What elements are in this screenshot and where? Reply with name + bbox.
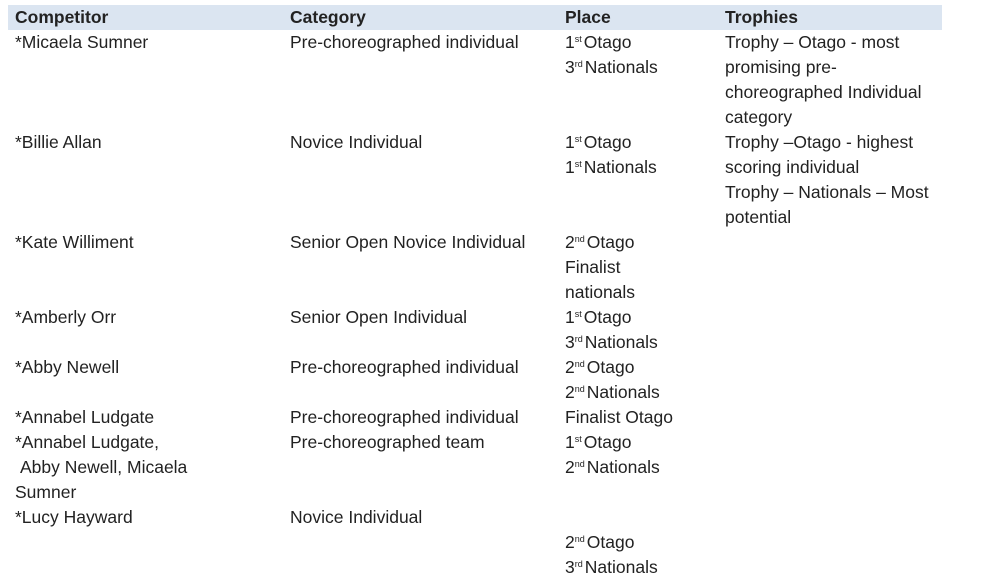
trophies-cell <box>718 505 942 580</box>
place-event: nationals <box>565 282 636 302</box>
place-ordinal-suffix: st <box>574 309 582 319</box>
place-event: Otago <box>586 357 635 377</box>
place-event: Nationals <box>584 557 658 577</box>
category-text: Senior Open Individual <box>290 307 468 327</box>
category-text: Novice Individual <box>290 132 423 152</box>
place-entry <box>565 455 711 480</box>
place-event: Otago <box>583 432 632 452</box>
category-cell <box>283 505 558 580</box>
category-cell <box>283 430 558 505</box>
header-row <box>8 5 942 30</box>
place-entry <box>565 230 711 255</box>
table-row <box>8 405 942 430</box>
category-cell <box>283 230 558 305</box>
place-event: Otago <box>583 32 632 52</box>
trophies-cell <box>718 430 942 505</box>
place-number: 1 <box>565 432 575 452</box>
table-row <box>8 505 942 580</box>
competitor-cell <box>8 230 283 305</box>
category-text: Pre-choreographed individual <box>290 357 519 377</box>
place-event: Otago <box>586 232 635 252</box>
competitor-cell <box>8 405 283 430</box>
place-entry <box>565 55 711 80</box>
place-event: Finalist <box>565 257 621 277</box>
place-ordinal-suffix: nd <box>574 234 585 244</box>
place-entry <box>565 380 711 405</box>
table-row <box>8 130 942 230</box>
place-event: Nationals <box>586 382 660 402</box>
place-entry <box>565 505 711 530</box>
place-cell <box>558 30 718 130</box>
competitor-name: *Billie Allan <box>15 132 102 152</box>
place-number: 2 <box>565 532 575 552</box>
category-cell <box>283 355 558 405</box>
category-cell <box>283 30 558 130</box>
place-entry <box>565 330 711 355</box>
category-cell <box>283 405 558 430</box>
trophies-cell <box>718 230 942 305</box>
competitor-name: *Annabel Ludgate <box>15 407 155 427</box>
competitor-name: *Lucy Hayward <box>15 507 133 527</box>
place-ordinal-suffix: nd <box>574 359 585 369</box>
place-event: Nationals <box>583 157 657 177</box>
place-entry <box>565 130 711 155</box>
place-number: 1 <box>565 307 575 327</box>
place-cell <box>558 355 718 405</box>
place-ordinal-suffix: nd <box>574 384 585 394</box>
header-place: Place <box>558 5 718 30</box>
place-number: 3 <box>565 332 575 352</box>
place-ordinal-suffix: rd <box>574 59 583 69</box>
place-ordinal-suffix: rd <box>574 334 583 344</box>
place-entry <box>565 30 711 55</box>
place-event: Otago <box>583 307 632 327</box>
place-number: 1 <box>565 157 575 177</box>
table-body <box>8 30 942 580</box>
competitor-cell <box>8 355 283 405</box>
trophy-text: Trophy – Nationals – Most potential <box>725 182 929 227</box>
place-ordinal-suffix: st <box>574 134 582 144</box>
header-competitor: Competitor <box>8 5 283 30</box>
competitor-cell <box>8 30 283 130</box>
place-ordinal-suffix: rd <box>574 559 583 569</box>
place-number: 2 <box>565 357 575 377</box>
place-number: 1 <box>565 132 575 152</box>
table-row <box>8 30 942 130</box>
place-ordinal-suffix: st <box>574 34 582 44</box>
place-entry <box>565 530 711 555</box>
table-header <box>8 5 942 30</box>
category-text: Pre-choreographed individual <box>290 32 519 52</box>
competitor-name: *Kate Williment <box>15 232 134 252</box>
place-cell <box>558 505 718 580</box>
table-row <box>8 355 942 405</box>
competitor-name: Sumner <box>15 482 77 502</box>
place-entry <box>565 430 711 455</box>
place-number: 1 <box>565 32 575 52</box>
place-entry <box>565 255 711 280</box>
place-event: Otago <box>583 132 632 152</box>
place-ordinal-suffix: st <box>574 159 582 169</box>
place-entry <box>565 555 711 580</box>
place-cell <box>558 405 718 430</box>
category-text: Pre-choreographed individual <box>290 407 519 427</box>
place-entry <box>565 405 711 430</box>
competitor-name: *Annabel Ludgate, <box>15 432 160 452</box>
place-number: 2 <box>565 232 575 252</box>
trophies-cell <box>718 130 942 230</box>
place-ordinal-suffix: nd <box>574 534 585 544</box>
competitor-cell <box>8 505 283 580</box>
place-cell <box>558 430 718 505</box>
place-event: Nationals <box>584 57 658 77</box>
category-cell <box>283 305 558 355</box>
table-row <box>8 305 942 355</box>
place-entry <box>565 305 711 330</box>
header-trophies: Trophies <box>718 5 942 30</box>
place-event: Nationals <box>584 332 658 352</box>
trophy-text: Trophy – Otago - most promising pre-choreographed Individual category <box>725 32 922 127</box>
place-ordinal-suffix: nd <box>574 459 585 469</box>
trophies-cell <box>718 305 942 355</box>
header-category: Category <box>283 5 558 30</box>
trophies-cell <box>718 355 942 405</box>
competitor-cell <box>8 430 283 505</box>
competitor-name: *Abby Newell <box>15 357 120 377</box>
place-entry <box>565 155 711 180</box>
competitor-name: *Amberly Orr <box>15 307 117 327</box>
place-number: 2 <box>565 457 575 477</box>
place-entry <box>565 280 711 305</box>
place-event: Otago <box>586 532 635 552</box>
place-entry <box>565 355 711 380</box>
competitor-cell <box>8 305 283 355</box>
place-cell <box>558 130 718 230</box>
trophy-text: Trophy –Otago - highest scoring individual <box>725 132 914 177</box>
table-row <box>8 430 942 505</box>
place-number: 3 <box>565 57 575 77</box>
category-cell <box>283 130 558 230</box>
competitor-cell <box>8 130 283 230</box>
category-text: Novice Individual <box>290 507 423 527</box>
competitor-name: *Micaela Sumner <box>15 32 149 52</box>
place-cell <box>558 230 718 305</box>
trophies-cell <box>718 30 942 130</box>
place-cell <box>558 305 718 355</box>
place-event: Nationals <box>586 457 660 477</box>
place-event: Finalist Otago <box>565 407 673 427</box>
place-ordinal-suffix: st <box>574 434 582 444</box>
place-number: 3 <box>565 557 575 577</box>
results-table <box>8 5 942 580</box>
trophies-cell <box>718 405 942 430</box>
table-row <box>8 230 942 305</box>
category-text: Senior Open Novice Individual <box>290 232 526 252</box>
category-text: Pre-choreographed team <box>290 432 485 452</box>
competitor-name: Abby Newell, Micaela <box>20 457 188 477</box>
place-number: 2 <box>565 382 575 402</box>
